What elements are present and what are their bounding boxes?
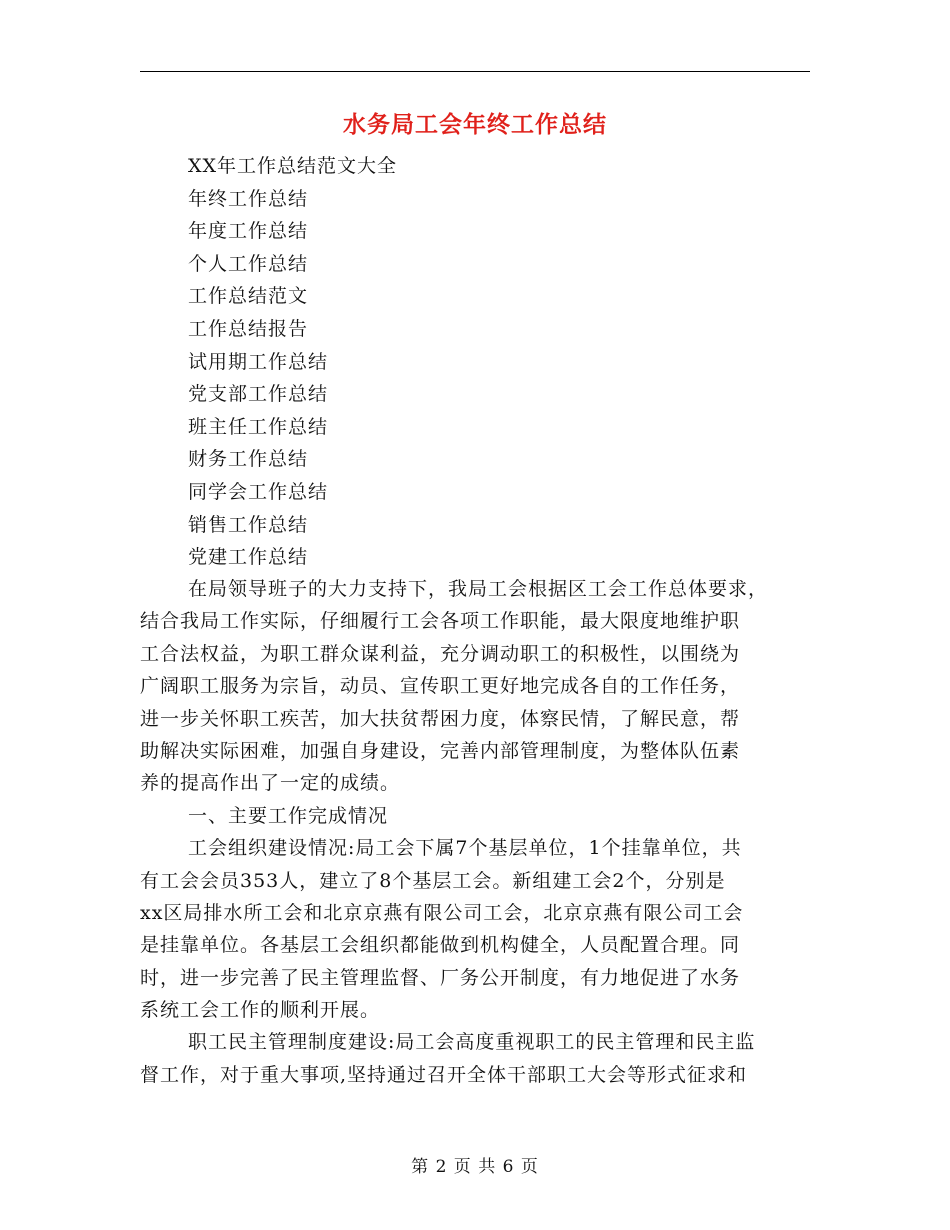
paragraph-line: 系统工会工作的顺利开展。 [140, 999, 381, 1022]
paragraph-line: 有工会会员353人，建立了8个基层工会。新组建工会2个，分别是 [140, 869, 726, 892]
paragraph-line: 助解决实际困难，加强自身建设，完善内部管理制度，为整体队伍素 [140, 739, 741, 762]
section-heading: 一、主要工作完成情况 [188, 804, 389, 827]
paragraph-line: 是挂靠单位。各基层工会组织都能做到机构健全，人员配置合理。同 [140, 934, 741, 957]
toc-item: 个人工作总结 [188, 252, 309, 275]
paragraph-line: xx区局排水所工会和北京京燕有限公司工会，北京京燕有限公司工会 [140, 901, 744, 924]
toc-item: 同学会工作总结 [188, 480, 329, 503]
toc-item: 年终工作总结 [188, 187, 309, 210]
paragraph-line: 结合我局工作实际，仔细履行工会各项工作职能，最大限度地维护职 [140, 610, 741, 633]
toc-item: 班主任工作总结 [188, 415, 329, 438]
toc-item: 销售工作总结 [188, 513, 309, 536]
toc-item: 党支部工作总结 [188, 383, 329, 406]
paragraph-line: 在局领导班子的大力支持下，我局工会根据区工会工作总体要求， [188, 578, 769, 600]
paragraph-line: 工合法权益，为职工群众谋利益，充分调动职工的积极性，以围绕为 [140, 642, 741, 665]
paragraph-line: 时，进一步完善了民主管理监督、厂务公开制度，有力地促进了水务 [140, 966, 741, 989]
toc-item: 工作总结范文 [188, 285, 309, 308]
toc-item: 财务工作总结 [188, 448, 309, 471]
paragraph-line: 广阔职工服务为宗旨，动员、宣传职工更好地完成各自的工作任务， [140, 675, 741, 698]
body-text [140, 573, 812, 1091]
toc-item: 党建工作总结 [188, 546, 309, 569]
toc-item: 试用期工作总结 [188, 350, 329, 373]
header-rule [140, 71, 810, 72]
document-title: 水务局工会年终工作总结 [343, 112, 607, 138]
page-footer: 第 2 页 共 6 页 [411, 1157, 539, 1177]
toc-item: 年度工作总结 [188, 220, 309, 243]
paragraph-line: 职工民主管理制度建设:局工会高度重视职工的民主管理和民主监 [188, 1031, 756, 1054]
paragraph-line: 工会组织建设情况:局工会下属7个基层单位，1个挂靠单位，共 [188, 837, 742, 860]
paragraph-line: 督工作，对于重大事项,坚持通过召开全体干部职工大会等形式征求和 [140, 1063, 748, 1086]
paragraph-line: 养的提高作出了一定的成绩。 [140, 772, 401, 795]
toc-item: XX年工作总结范文大全 [188, 155, 398, 177]
paragraph-line: 进一步关怀职工疾苦，加大扶贫帮困力度，体察民情，了解民意，帮 [140, 707, 741, 730]
toc-item: 工作总结报告 [188, 317, 309, 340]
toc-list [188, 150, 397, 574]
